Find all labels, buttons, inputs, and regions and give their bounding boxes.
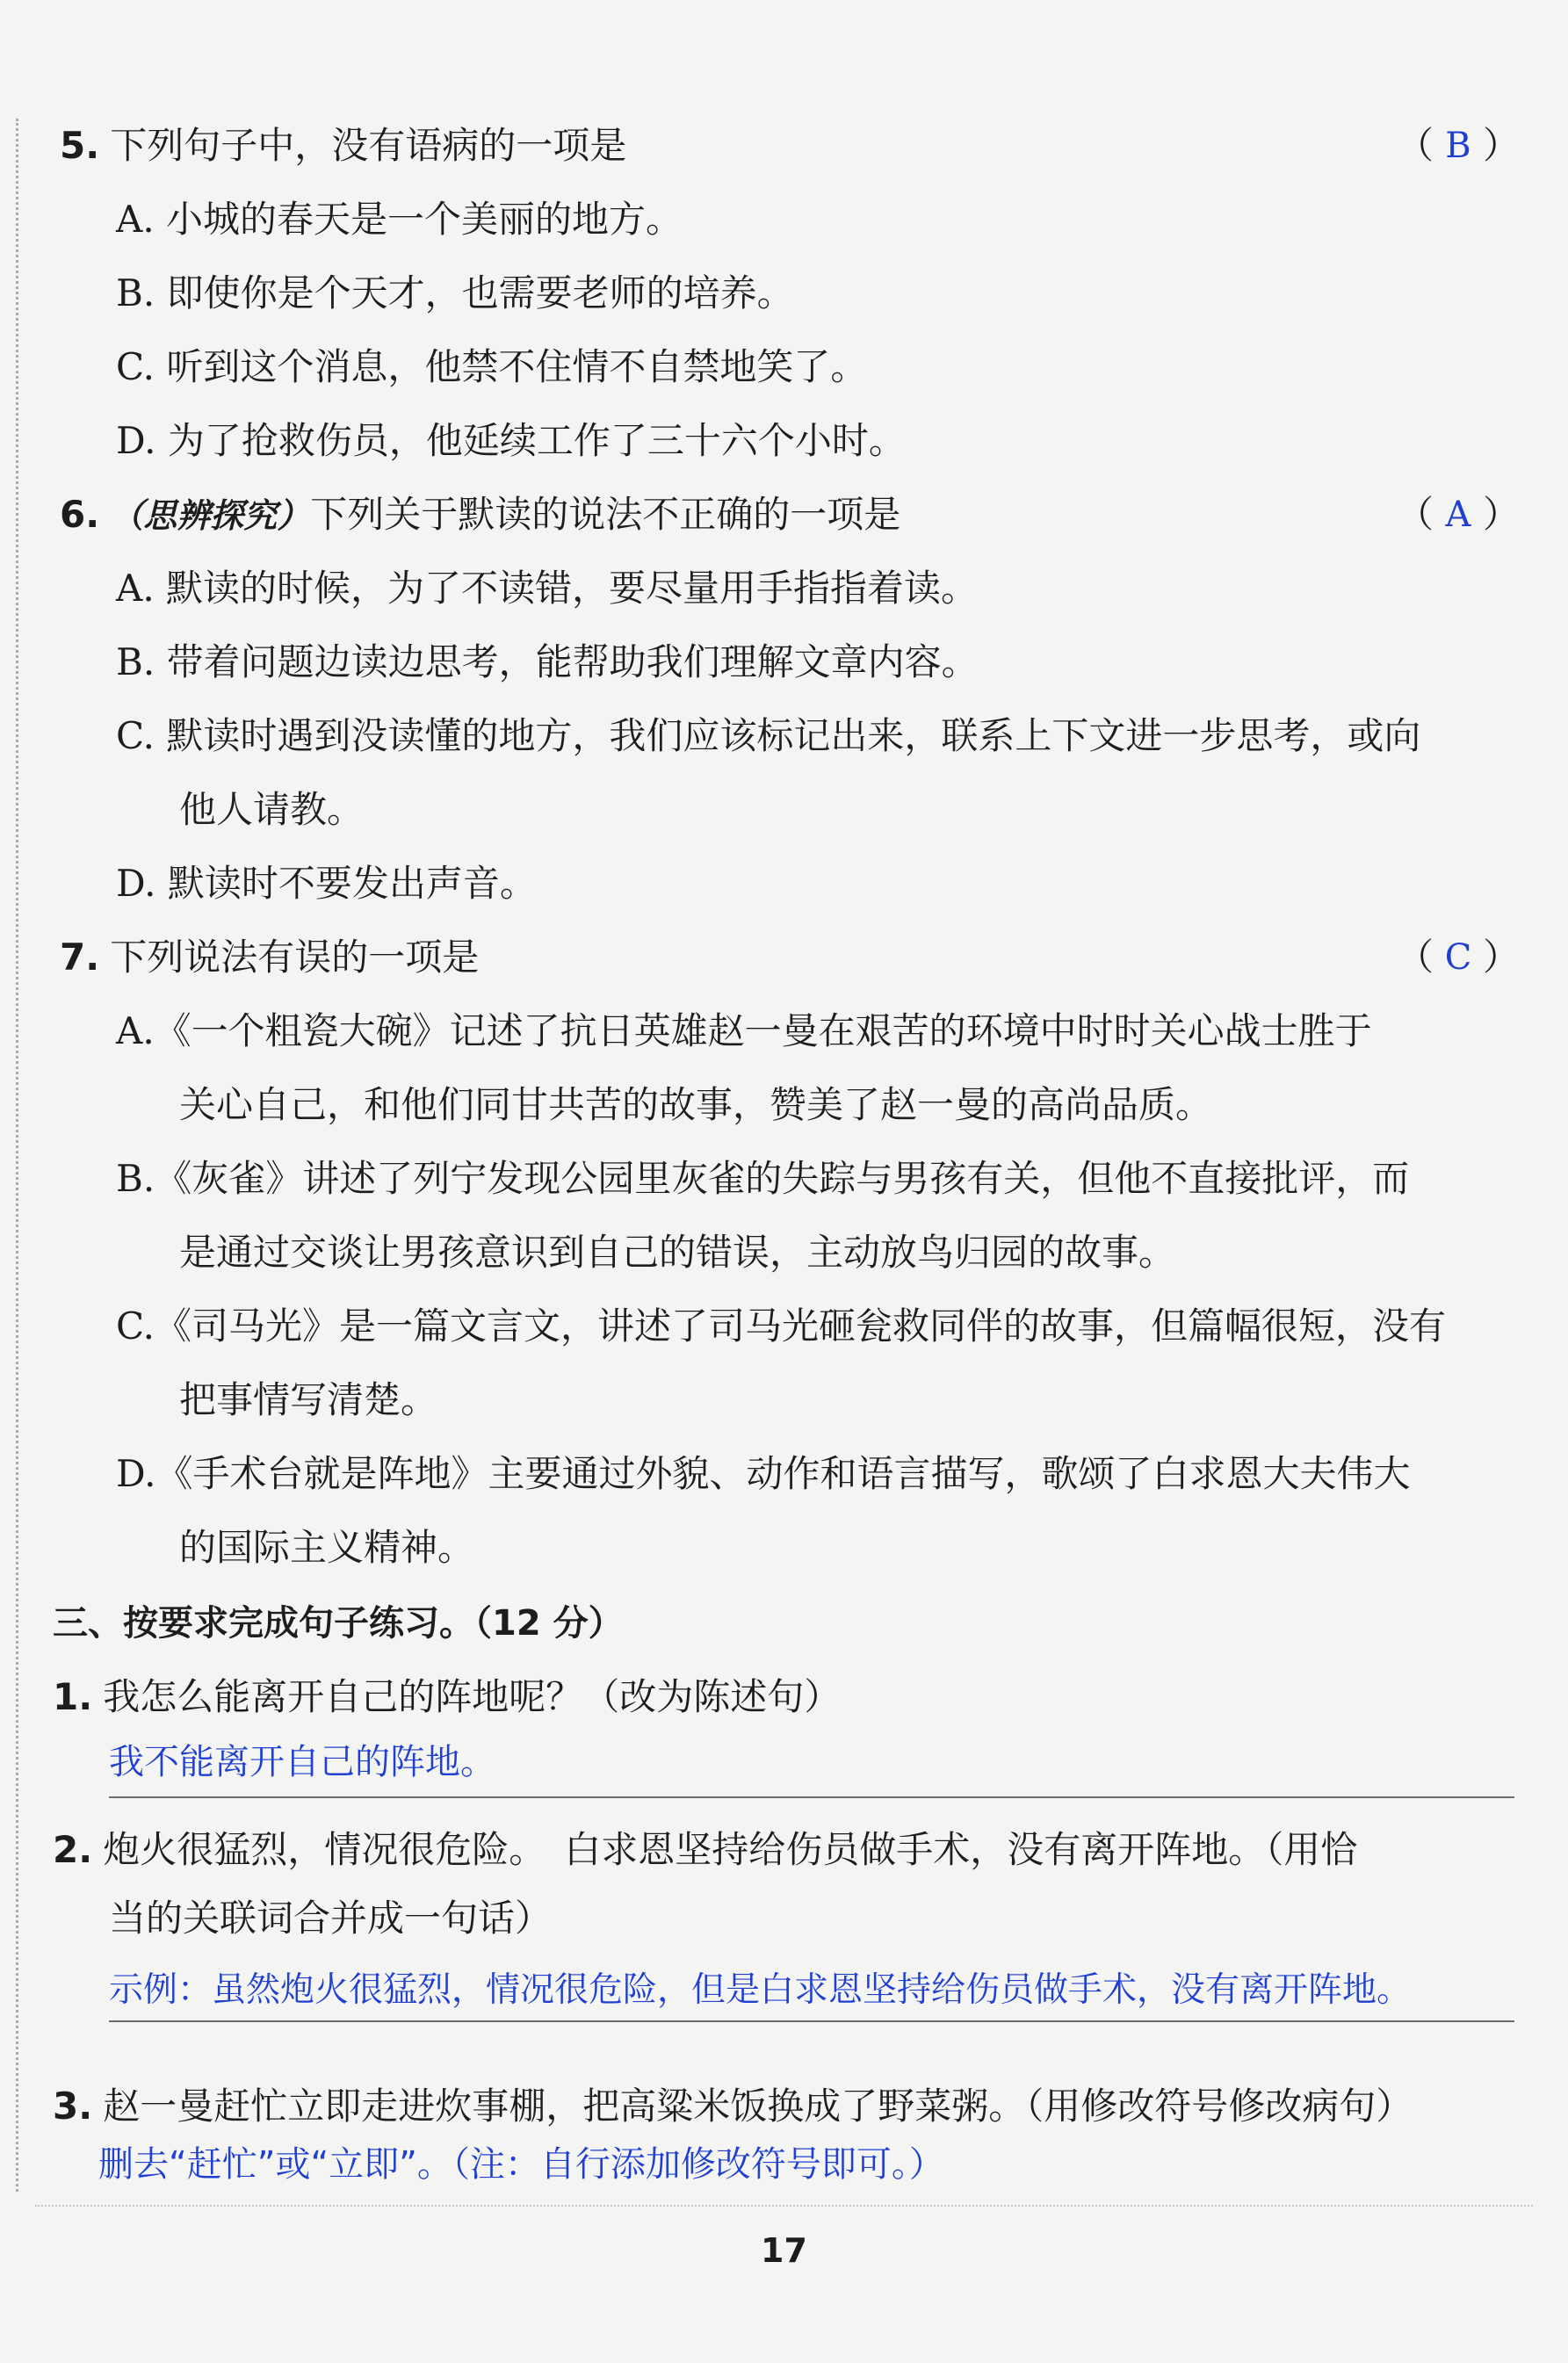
footer-divider [35,2205,1533,2207]
question-7 [60,933,479,982]
option-d: D. 默读时不要发出声音。 [116,862,537,905]
option-a: A. 默读的时候，为了不读错，要尽量用手指指着读。 [116,567,979,610]
option-b: B.《灰雀》讲述了列宁发现公园里灰雀的失踪与男孩有关，但他不直接批评，而 [116,1157,1410,1200]
question-stem: 下列说法有误的一项是 [110,936,480,979]
answer-rule-1 [109,1796,1514,1798]
option-b: B. 带着问题边读边思考，能帮助我们理解文章内容。 [116,640,979,683]
option-a-cont: 关心自己，和他们同甘共苦的故事，赞美了赵一曼的高尚品质。 [179,1083,1213,1126]
exercise-text: 炮火很猛烈，情况很危险。 白求恩坚持给伤员做手术，没有离开阵地。（用恰 [103,1828,1358,1871]
section-title: 三、按要求完成句子练习。（12 分） [53,1603,624,1644]
option-c-cont: 他人请教。 [179,788,365,831]
answer-7: C [1444,937,1472,978]
question-number: 7. [60,936,100,979]
option-d: D.《手术台就是阵地》主要通过外貌、动作和语言描写，歌颂了白求恩大夫伟大 [116,1452,1411,1495]
option-b-cont: 是通过交谈让男孩意识到自己的错误，主动放鸟归园的故事。 [179,1231,1176,1274]
question-stem: 下列句子中，没有语病的一项是 [110,124,627,167]
answer-bracket-5: （ B ） [1397,121,1520,170]
option-c: C.《司马光》是一篇文言文，讲述了司马光砸瓮救同伴的故事，但篇幅很短，没有 [116,1304,1446,1348]
exercise-number: 1. [53,1675,93,1718]
question-tag: （思辨探究） [110,495,311,535]
option-b: B. 即使你是个天才，也需要老师的培养。 [116,271,794,314]
margin-dotted-line [16,119,18,2192]
exercise-number: 2. [53,1828,93,1871]
answer-rule-2 [109,2020,1514,2022]
question-5 [60,121,626,170]
option-d: D. 为了抢救伤员，他延续工作了三十六个小时。 [116,419,906,462]
question-number: 5. [60,124,100,167]
answer-bracket-6: （ A ） [1397,490,1520,539]
option-c: C. 听到这个消息，他禁不住情不自禁地笑了。 [116,345,868,388]
option-a: A.《一个粗瓷大碗》记述了抗日英雄赵一曼在艰苦的环境中时时关心战士胜于 [116,1009,1372,1052]
option-d-cont: 的国际主义精神。 [179,1526,475,1569]
exercise-text: 我怎么能离开自己的阵地呢？（改为陈述句） [103,1675,842,1718]
question-6 [60,490,900,540]
exercise-3 [53,2082,1413,2131]
answer-6: A [1445,495,1471,535]
answer-bracket-7: （ C ） [1397,933,1520,982]
option-c-cont: 把事情写清楚。 [179,1378,438,1421]
exercise-text: 赵一曼赶忙立即走进炊事棚，把高粱米饭换成了野菜粥。（用修改符号修改病句） [103,2085,1413,2128]
answer-5: B [1445,126,1471,166]
answer-line-2: 示例：虽然炮火很猛烈，情况很危险，但是白求恩坚持给伤员做手术，没有离开阵地。 [109,1970,1412,2010]
exercise-number: 3. [53,2085,93,2128]
exercise-2-cont: 当的关联词合并成一句话） [109,1897,553,1940]
question-stem: 下列关于默读的说法不正确的一项是 [310,493,901,536]
option-a: A. 小城的春天是一个美丽的地方。 [116,198,683,241]
exercise-1 [53,1673,841,1722]
exercise-2 [53,1825,1357,1875]
option-c: C. 默读时遇到没读懂的地方，我们应该标记出来，联系上下文进一步思考，或向 [116,714,1421,757]
answer-line-1: 我不能离开自己的阵地。 [109,1742,495,1782]
answer-line-3: 删去“赶忙”或“立即”。（注：自行添加修改符号即可。） [98,2144,944,2185]
question-number: 6. [60,493,100,536]
page-number: 17 [761,2231,807,2270]
